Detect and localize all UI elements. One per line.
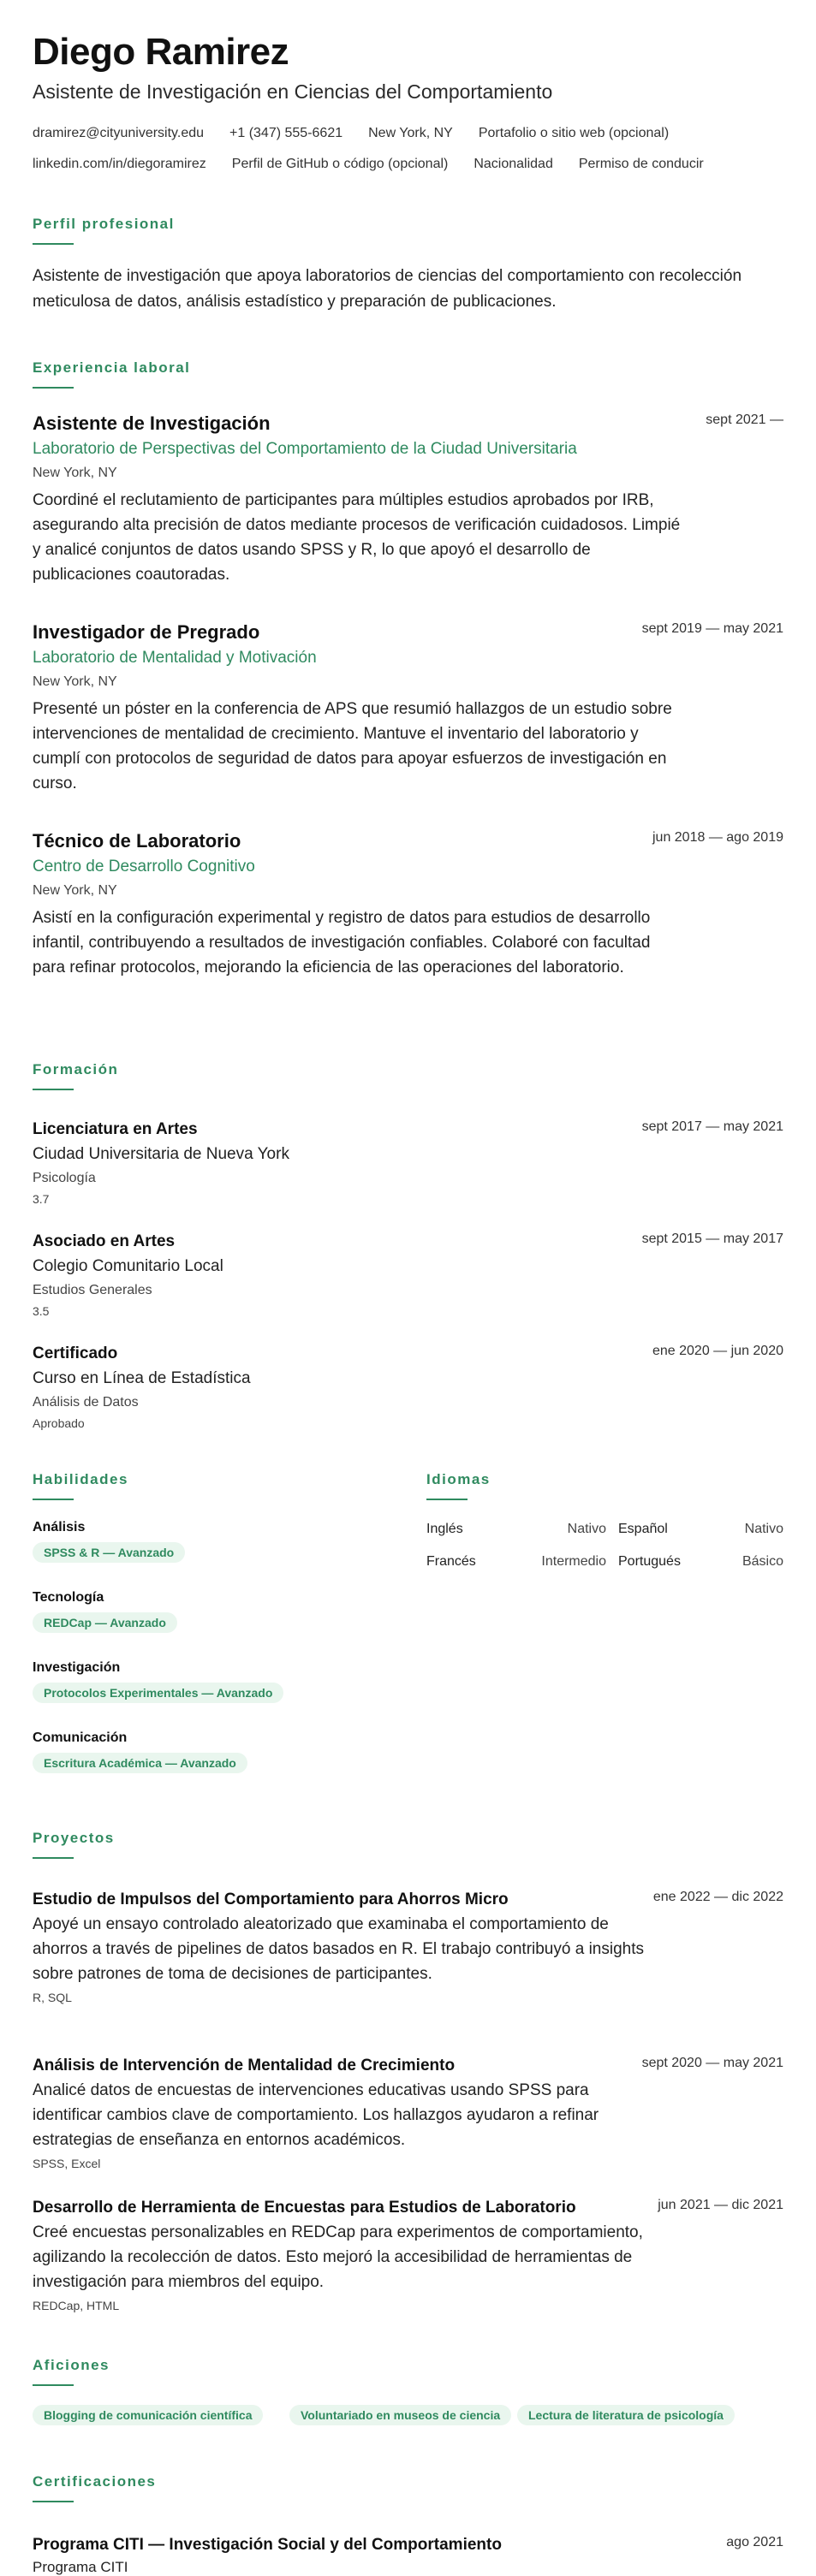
education-degree: Licenciatura en Artes	[33, 1120, 198, 1138]
job-location: New York, NY	[33, 883, 117, 898]
education-degree: Certificado	[33, 1344, 118, 1362]
project-dates: jun 2021 — dic 2021	[658, 2198, 783, 2212]
education-institution: Curso en Línea de Estadística	[33, 1369, 251, 1387]
contact-linkedin[interactable]: linkedin.com/in/diegoramirez	[33, 157, 206, 171]
project-title: Estudio de Impulsos del Comportamiento para Ahorros Micro	[33, 1890, 509, 1908]
section-title-hobbies: Aficiones	[33, 2357, 110, 2373]
section-title-certifications: Certificaciones	[33, 2473, 157, 2490]
contact-driving-license: Permiso de conducir	[578, 157, 704, 171]
language-level: Básico	[742, 1554, 783, 1569]
contact-github[interactable]: Perfil de GitHub o código (opcional)	[231, 157, 449, 171]
project-dates: ene 2022 — dic 2022	[652, 1890, 783, 1904]
skill-chip: REDCap — Avanzado	[33, 1612, 177, 1633]
project-tech: REDCap, HTML	[33, 2299, 120, 2312]
project-description: Apoyé un ensayo controlado aleatorizado que examinaba el comportamiento de ahorros a través de pipelines de datos basados en R. El trabajo contribuyó a insights sobre patrones de toma de decisiones de participantes.	[33, 1915, 644, 1983]
education-area: Estudios Generales	[33, 1283, 152, 1297]
job-location: New York, NY	[33, 674, 117, 689]
contact-nationality: Nacionalidad	[474, 157, 553, 171]
project-dates: sept 2020 — may 2021	[641, 2056, 783, 2070]
section-rule	[426, 1499, 468, 1500]
education-degree: Asociado en Artes	[33, 1232, 176, 1250]
skill-chip: Protocolos Experimentales — Avanzado	[33, 1683, 283, 1703]
language-name: Francés	[426, 1554, 476, 1569]
experience-item	[33, 828, 783, 980]
language-name: Inglés	[426, 1522, 463, 1536]
skill-category: Análisis	[33, 1520, 86, 1534]
section-rule	[33, 243, 74, 245]
job-dates: jun 2018 — ago 2019	[652, 830, 783, 845]
job-description: Presenté un póster en la conferencia de APS que resumió hallazgos de un estudio sobre intervenciones de mentalidad de crecimiento. Mantuve el inventario del laboratorio y cumplí con protocolos de seguridad de datos para apoyar esfuerzos de investigación en curso.	[33, 700, 672, 792]
contact-phone[interactable]: +1 (347) 555-6621	[229, 126, 343, 140]
education-dates: sept 2015 — may 2017	[641, 1232, 783, 1246]
education-area: Análisis de Datos	[33, 1395, 139, 1410]
job-description: Asistí en la configuración experimental y registro de datos para estudios de desarrollo infantil, contribuyendo a resultados de investigación confiables. Colaboré con facultad para refinar protocolos, mejorando la eficiencia de las operaciones del laboratorio.	[33, 909, 651, 976]
project-tech: SPSS, Excel	[33, 2157, 101, 2170]
education-dates: sept 2017 — may 2021	[641, 1119, 783, 1134]
contact-location: New York, NY	[368, 126, 453, 140]
education-score: Aprobado	[33, 1416, 85, 1430]
language-name: Portugués	[618, 1554, 681, 1569]
section-rule	[33, 2501, 74, 2502]
contact-row-primary	[33, 126, 694, 141]
language-level: Nativo	[567, 1522, 606, 1536]
candidate-name: Diego Ramirez	[33, 31, 289, 73]
language-level: Nativo	[744, 1522, 783, 1536]
project-item	[33, 2054, 783, 2173]
section-title-education: Formación	[33, 1061, 119, 1077]
job-title: Técnico de Laboratorio	[33, 830, 241, 852]
hobby-chip: Lectura de literatura de psicología	[517, 2405, 735, 2425]
project-description: Creé encuestas personalizables en REDCap para experimentos de comportamiento, agilizando la recolección de datos. Esto mejoró la accesibilidad de herramientas de investigación para miembros del equipo.	[33, 2223, 643, 2291]
education-institution: Ciudad Universitaria de Nueva York	[33, 1145, 289, 1163]
section-title-projects: Proyectos	[33, 1830, 115, 1846]
project-tech: R, SQL	[33, 1991, 72, 2004]
skill-chip: SPSS & R — Avanzado	[33, 1542, 185, 1563]
experience-item	[33, 411, 783, 587]
education-score: 3.5	[33, 1304, 50, 1318]
section-rule	[33, 2384, 74, 2386]
job-organization: Centro de Desarrollo Cognitivo	[33, 858, 255, 875]
skill-chip: Escritura Académica — Avanzado	[33, 1753, 247, 1773]
skill-category: Investigación	[33, 1660, 121, 1675]
job-title: Investigador de Pregrado	[33, 621, 260, 643]
job-dates: sept 2021 —	[706, 413, 783, 427]
project-title: Desarrollo de Herramienta de Encuestas para Estudios de Laboratorio	[33, 2199, 576, 2217]
education-item	[33, 1118, 783, 1208]
candidate-headline: Asistente de Investigación en Ciencias del Comportamiento	[33, 80, 553, 103]
job-organization: Laboratorio de Mentalidad y Motivación	[33, 649, 317, 667]
job-description: Coordiné el reclutamiento de participantes para múltiples estudios aprobados por IRB, asegurando alta precisión de datos mediante procesos de verificación cuidadosos. Limpié y analicé conjuntos de datos usando SPSS y R, lo que apoyó el desarrollo de publicaciones coautoradas.	[33, 491, 681, 584]
project-description: Analicé datos de encuestas de intervenciones educativas usando SPSS para identificar cambios clave de comportamiento. Los hallazgos ayudaron a refinar estrategias de enseñanza en entornos académicos.	[33, 2081, 599, 2149]
education-item	[33, 1230, 783, 1321]
language-name: Español	[618, 1522, 668, 1536]
education-score: 3.7	[33, 1192, 50, 1206]
hobby-chip: Voluntariado en museos de ciencia	[289, 2405, 511, 2425]
section-title-skills: Habilidades	[33, 1471, 128, 1487]
skill-category: Comunicación	[33, 1730, 128, 1745]
summary-text: Asistente de investigación que apoya laboratorios de ciencias del comportamiento con recolección meticulosa de datos, análisis estadístico y preparación de publicaciones.	[33, 267, 742, 311]
job-location: New York, NY	[33, 466, 117, 480]
skill-category: Tecnología	[33, 1590, 104, 1605]
certification-name: Programa CITI — Investigación Social y del Comportamiento	[33, 2536, 502, 2554]
job-dates: sept 2019 — may 2021	[641, 621, 783, 636]
project-item	[33, 1888, 783, 2007]
job-title: Asistente de Investigación	[33, 413, 271, 434]
certification-date: ago 2021	[726, 2535, 783, 2549]
language-level: Intermedio	[541, 1554, 606, 1569]
education-dates: ene 2020 — jun 2020	[652, 1344, 783, 1358]
section-title-languages: Idiomas	[426, 1471, 491, 1487]
education-area: Psicología	[33, 1171, 96, 1185]
certification-issuer: Programa CITI	[33, 2559, 128, 2575]
education-institution: Colegio Comunitario Local	[33, 1257, 223, 1275]
section-title-experience: Experiencia laboral	[33, 359, 191, 376]
section-rule	[33, 1499, 74, 1500]
project-item	[33, 2196, 783, 2315]
contact-portfolio[interactable]: Portafolio o sitio web (opcional)	[478, 126, 670, 140]
contact-row-secondary	[33, 157, 730, 172]
hobby-chip: Blogging de comunicación científica	[33, 2405, 263, 2425]
certification-item	[33, 2533, 783, 2576]
section-title-summary: Perfil profesional	[33, 216, 175, 232]
education-item	[33, 1342, 783, 1433]
section-rule	[33, 1857, 74, 1859]
section-rule	[33, 1089, 74, 1090]
job-organization: Laboratorio de Perspectivas del Comportamiento de la Ciudad Universitaria	[33, 440, 577, 458]
project-title: Análisis de Intervención de Mentalidad de Crecimiento	[33, 2057, 456, 2074]
section-rule	[33, 387, 74, 389]
experience-item	[33, 620, 783, 796]
contact-email[interactable]: dramirez@cityuniversity.edu	[33, 126, 205, 140]
